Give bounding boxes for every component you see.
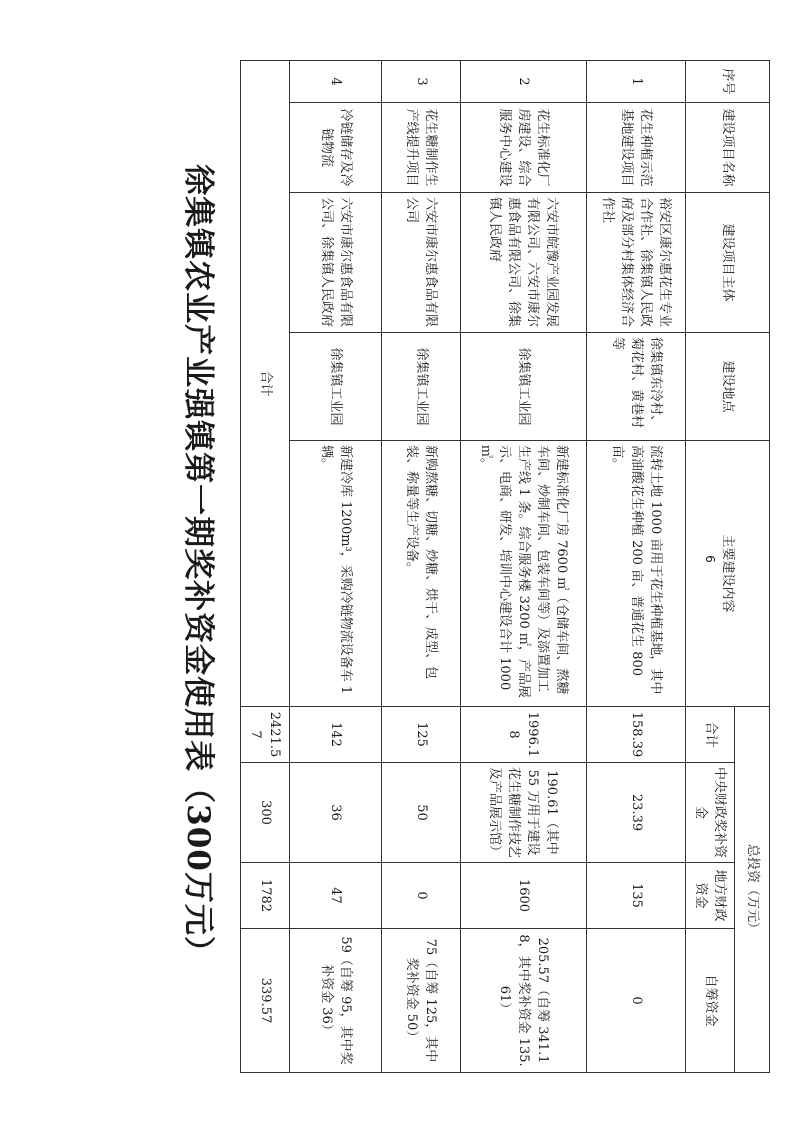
row-location: 徐集镇东泠村、菊花村、黄巷村等 (587, 333, 686, 441)
row-self: 0 (587, 929, 686, 1073)
row-central: 36 (290, 763, 382, 863)
row-self: 59（自筹 95，其中奖补资金 36） (290, 929, 382, 1073)
row-self: 205.57（自筹 341.18，其中奖补资金 135.61） (460, 929, 587, 1073)
row-location: 徐集镇工业园 (382, 333, 460, 441)
row-content: 新建标准化厂房 7600 ㎡（仓储车间、熬糖车间、炒制车间、包装车间等）及添置加工生产线 1 条。综合服务楼 3200 ㎡，产品展示、电商、研发、培训中心建设合计 1000 ㎡。 (460, 441, 587, 707)
table-row (382, 61, 460, 1073)
row-total: 1996.18 (460, 707, 587, 763)
sum-row (241, 61, 290, 1073)
row-no: 4 (290, 61, 382, 103)
header-total-invest: 总投资（万元） (735, 707, 770, 1073)
row-total: 142 (290, 707, 382, 763)
header-self: 自筹资金 (686, 929, 735, 1073)
row-total: 158.39 (587, 707, 686, 763)
row-name: 花生种植示范基地建设项目 (587, 103, 686, 193)
table-row (290, 61, 382, 1073)
row-local: 0 (382, 863, 460, 929)
header-owner: 建设项目主体 (686, 193, 770, 333)
row-owner: 六安市康尔惠食品有限公司、徐集镇人民政府 (290, 193, 382, 333)
sum-central: 300 (241, 763, 290, 863)
document-title: 徐集镇农业产业强镇第一期奖补资金使用表（300万元） (180, 164, 216, 968)
sum-local: 1782 (241, 863, 290, 929)
row-self: 75（自筹 125，其中奖补资金 50） (382, 929, 460, 1073)
row-location: 徐集镇工业园 (290, 333, 382, 441)
header-total: 合计 (686, 707, 735, 763)
header-central: 中央财政奖补资金 (686, 763, 735, 863)
table-row (460, 61, 587, 1073)
page-number: 6 (702, 555, 717, 563)
header-name: 建设项目名称 (686, 103, 770, 193)
row-content: 新建冷库 1200m³，采购冷链物流设备车 1 辆。 (290, 441, 382, 707)
row-no: 3 (382, 61, 460, 103)
row-no: 2 (460, 61, 587, 103)
sum-label: 合计 (241, 61, 290, 707)
row-owner: 六安市皖豫产业园发展有限公司、六安市康尔惠食品有限公司、徐集镇人民政府 (460, 193, 587, 333)
sum-total: 2421.57 (241, 707, 290, 763)
row-total: 125 (382, 707, 460, 763)
row-local: 47 (290, 863, 382, 929)
row-name: 冷链储存及冷链物流 (290, 103, 382, 193)
row-content: 流转土地 1000 亩用于花生种植基地，其中高油酸花生种植 200 亩、普通花生 800 亩。 (587, 441, 686, 707)
sum-self: 339.57 (241, 929, 290, 1073)
funding-table (240, 60, 770, 1073)
row-name: 花生糖制作生产线提升项目 (382, 103, 460, 193)
header-row-1 (735, 61, 770, 1073)
row-central: 50 (382, 763, 460, 863)
row-owner: 六安市康尔惠食品有限公司 (382, 193, 460, 333)
row-central: 190.61（其中 55 万用于建设花生糖制作技艺及产品展示馆） (460, 763, 587, 863)
row-name: 花生标准化厂房建设、综合服务中心建设 (460, 103, 587, 193)
row-central: 23.39 (587, 763, 686, 863)
table-row (587, 61, 686, 1073)
header-local: 地方财政资金 (686, 863, 735, 929)
header-content: 主要建设内容 (686, 441, 770, 707)
header-location: 建设地点 (686, 333, 770, 441)
row-owner: 裕安区康尔惠花生专业合作社、徐集镇人民政府及部分村集体经济合作社 (587, 193, 686, 333)
row-no: 1 (587, 61, 686, 103)
rotated-page-content (174, 60, 770, 1072)
row-content: 新购熬糖、切糖、炒糖、烘干、成型、包装、称量等生产设备。 (382, 441, 460, 707)
row-local: 1600 (460, 863, 587, 929)
row-local: 135 (587, 863, 686, 929)
header-no: 序号 (686, 61, 770, 103)
row-location: 徐集镇工业园 (460, 333, 587, 441)
